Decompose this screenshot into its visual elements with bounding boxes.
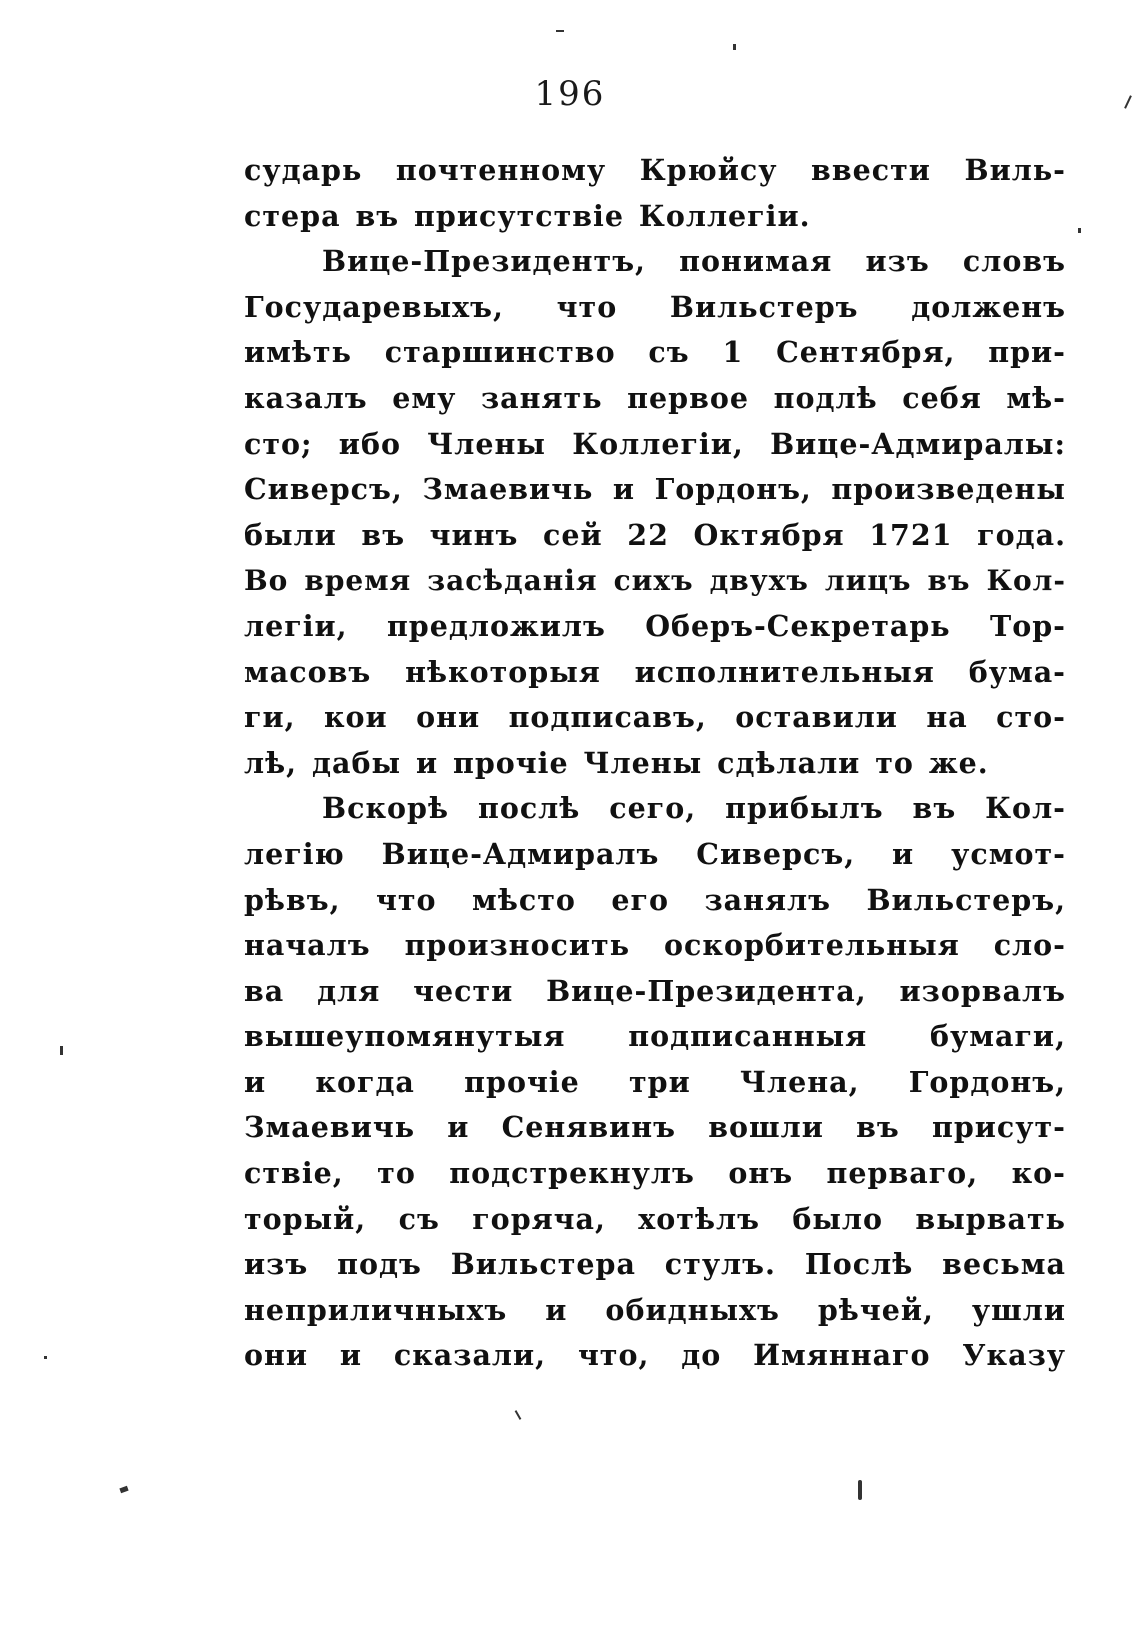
text-line: вышеупомянутыя подписанныя бумаги, bbox=[244, 1019, 1066, 1054]
text-line: ва для чести Вице-Президента, изорвалъ bbox=[244, 973, 1066, 1008]
page-number: 196 bbox=[534, 74, 606, 114]
text-line: торый, съ горяча, хотѣлъ было вырвать bbox=[244, 1201, 1066, 1236]
text-line: казалъ ему занять первое подлѣ себя мѣ- bbox=[244, 380, 1066, 415]
print-speck bbox=[733, 44, 736, 50]
text-line: изъ подъ Вильстера стулъ. Послѣ весьма bbox=[244, 1247, 1066, 1282]
print-speck bbox=[515, 1410, 522, 1420]
print-speck bbox=[119, 1486, 128, 1493]
text-line: рѣвъ, что мѣсто его занялъ Вильстеръ, bbox=[244, 882, 1066, 917]
text-line: Вскорѣ послѣ сего, прибылъ въ Кол- bbox=[322, 791, 1066, 826]
text-line: ги, кои они подписавъ, оставили на сто- bbox=[244, 700, 1066, 735]
print-speck bbox=[556, 30, 564, 32]
text-line: и когда прочіе три Члена, Гордонъ, bbox=[244, 1064, 1066, 1099]
print-speck bbox=[858, 1480, 862, 1500]
text-line: ствіе, то подстрекнулъ онъ перваго, ко- bbox=[244, 1156, 1066, 1191]
text-line: легіи, предложилъ Оберъ-Секретарь Тор- bbox=[244, 608, 1066, 643]
text-line: Государевыхъ, что Вильстеръ долженъ bbox=[244, 289, 1066, 324]
text-line: они и сказали, что, до Имяннаго Указу bbox=[244, 1338, 1066, 1373]
print-speck bbox=[44, 1356, 47, 1359]
text-line: сударь почтенному Крюйсу ввести Виль- bbox=[244, 153, 1066, 187]
text-line: началъ произносить оскорбительныя сло- bbox=[244, 928, 1066, 963]
text-line: масовъ нѣкоторыя исполнительныя бума- bbox=[244, 654, 1066, 689]
print-speck bbox=[1078, 228, 1081, 233]
text-line: Змаевичь и Сенявинъ вошли въ присут- bbox=[244, 1110, 1066, 1145]
text-line: сто; ибо Члены Коллегіи, Вице-Адмиралы: bbox=[244, 426, 1066, 461]
text-line: Во время засѣданія сихъ двухъ лицъ въ Кол- bbox=[244, 564, 1066, 598]
text-line: были въ чинъ сей 22 Октября 1721 года. bbox=[244, 517, 1066, 552]
text-line: лѣ, дабы и прочіе Члены сдѣлали то же. bbox=[244, 745, 989, 780]
text-line: легію Вице-Адмиралъ Сиверсъ, и усмот- bbox=[244, 836, 1066, 871]
text-line: неприличныхъ и обидныхъ рѣчей, ушли bbox=[244, 1292, 1066, 1327]
text-line: Вице-Президентъ, понимая изъ словъ bbox=[322, 244, 1066, 279]
text-line: стера въ присутствіе Коллегіи. bbox=[244, 198, 811, 233]
page-text-block bbox=[244, 148, 1066, 1379]
print-speck bbox=[60, 1046, 63, 1055]
text-line: Сиверсъ, Змаевичь и Гордонъ, произведены bbox=[244, 472, 1066, 507]
text-line: имѣть старшинство съ 1 Сентября, при- bbox=[244, 335, 1066, 370]
